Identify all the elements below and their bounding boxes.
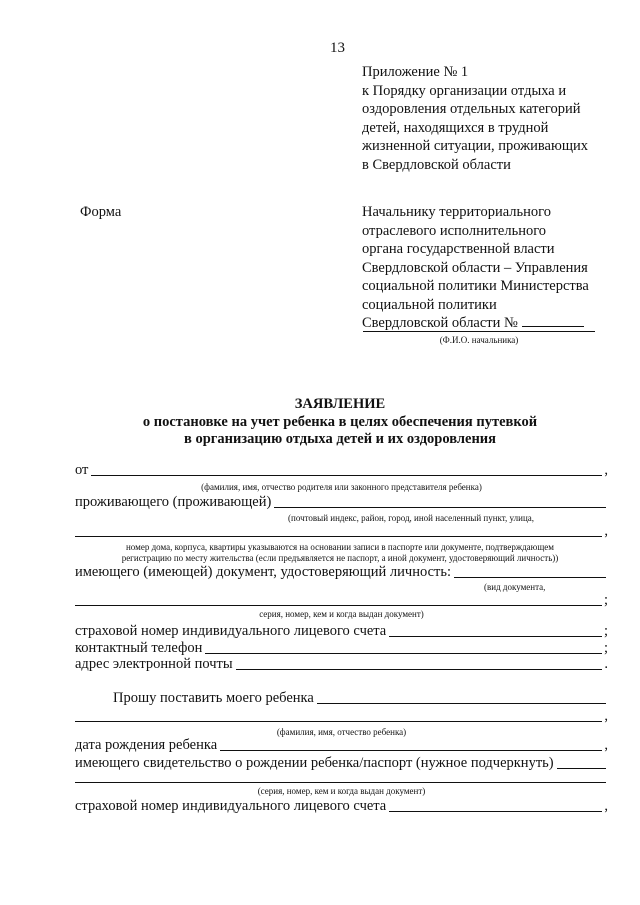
birthdate-row: дата рождения ребенка , (75, 737, 608, 753)
child-name-field-2[interactable] (75, 721, 602, 722)
child-name-field[interactable] (317, 703, 606, 704)
applicant-name-row: от , (75, 462, 608, 478)
snils-row: страховой номер индивидуального лицевого счета ; (75, 623, 608, 639)
form-label: Форма (80, 204, 122, 220)
appendix-line: жизненной ситуации, проживающих (362, 138, 588, 154)
id-document-caption: (вид документа, (484, 582, 546, 592)
addressee-block (362, 203, 622, 333)
birth-cert-row-2 (75, 768, 608, 786)
request-row: Прошу поставить моего ребенка (113, 689, 608, 707)
appendix-line: в Свердловской области (362, 156, 511, 173)
appendix-block (362, 63, 612, 174)
addressee-line: Свердловской области – Управления (362, 259, 588, 276)
addressee-name-field[interactable] (363, 331, 595, 332)
residence-row-2: , (75, 522, 608, 540)
phone-row: контактный телефон ; (75, 640, 608, 656)
addressee-number-line: Свердловской области № (362, 314, 622, 333)
residence-row: проживающего (проживающей) (75, 493, 608, 511)
applicant-name-caption: (фамилия, имя, отчество родителя или законного представителя ребенка) (201, 482, 482, 492)
id-document-row-2: ; (75, 591, 608, 609)
phone-field[interactable] (205, 653, 602, 654)
addressee-line: органа государственной власти (362, 241, 555, 257)
id-document-caption-2: серия, номер, кем и когда выдан документ) (259, 609, 424, 619)
id-document-type-field[interactable] (454, 577, 606, 578)
residence-caption: (почтовый индекс, район, город, иной населенный пункт, улица, (288, 513, 535, 523)
residence-field[interactable] (274, 507, 606, 508)
request-row-2: , (75, 707, 608, 725)
email-field[interactable] (236, 669, 603, 670)
addressee-caption: (Ф.И.О. начальника) (439, 335, 519, 345)
appendix-line: оздоровления отдельных категорий (362, 101, 581, 117)
birthdate-field[interactable] (220, 750, 602, 751)
snils-field[interactable] (389, 636, 602, 637)
birth-cert-caption: (серия, номер, кем и когда выдан документ) (257, 786, 426, 796)
document-subtitle-2: в организацию отдыха детей и их оздоровления (183, 431, 497, 447)
addressee-line: Начальнику территориального (362, 204, 551, 220)
addressee-line: отраслевого исполнительного (362, 222, 547, 239)
email-row: адрес электронной почты . (75, 656, 608, 672)
child-snils-row: страховой номер индивидуального лицевого счета , (75, 798, 608, 814)
birth-cert-details-field[interactable] (75, 782, 606, 783)
page-number: 13 (330, 40, 345, 56)
appendix-line: к Порядку организации отдыха и (362, 82, 567, 99)
child-name-caption: (фамилия, имя, отчество ребенка) (276, 727, 407, 737)
id-document-details-field[interactable] (75, 605, 602, 606)
birth-cert-row: имеющего свидетельство о рождении ребенка/паспорт (нужное подчеркнуть) (75, 754, 608, 772)
residence-field-2[interactable] (75, 536, 602, 537)
addressee-line: социальной политики (362, 296, 497, 313)
department-number-field[interactable] (522, 314, 584, 327)
appendix-line: Приложение № 1 (362, 64, 469, 80)
document-subtitle-1: о постановке на учет ребенка в целях обеспечения путевкой (142, 414, 538, 430)
residence-note-2: регистрацию по месту жительства (если предъявляется не паспорт, а иной документ, удостоверяющий личность)) (121, 553, 559, 563)
applicant-name-field[interactable] (91, 475, 602, 476)
addressee-line: социальной политики Министерства (362, 278, 589, 294)
child-snils-field[interactable] (389, 811, 602, 812)
residence-note-1: номер дома, корпуса, квартиры указываются на основании записи в паспорте или документе, подтверждающем (125, 542, 554, 552)
document-title: ЗАЯВЛЕНИЕ (294, 396, 386, 412)
id-document-row: имеющего (имеющей) документ, удостоверяющий личность: (75, 563, 608, 581)
appendix-line: детей, находящихся в трудной (362, 119, 549, 136)
